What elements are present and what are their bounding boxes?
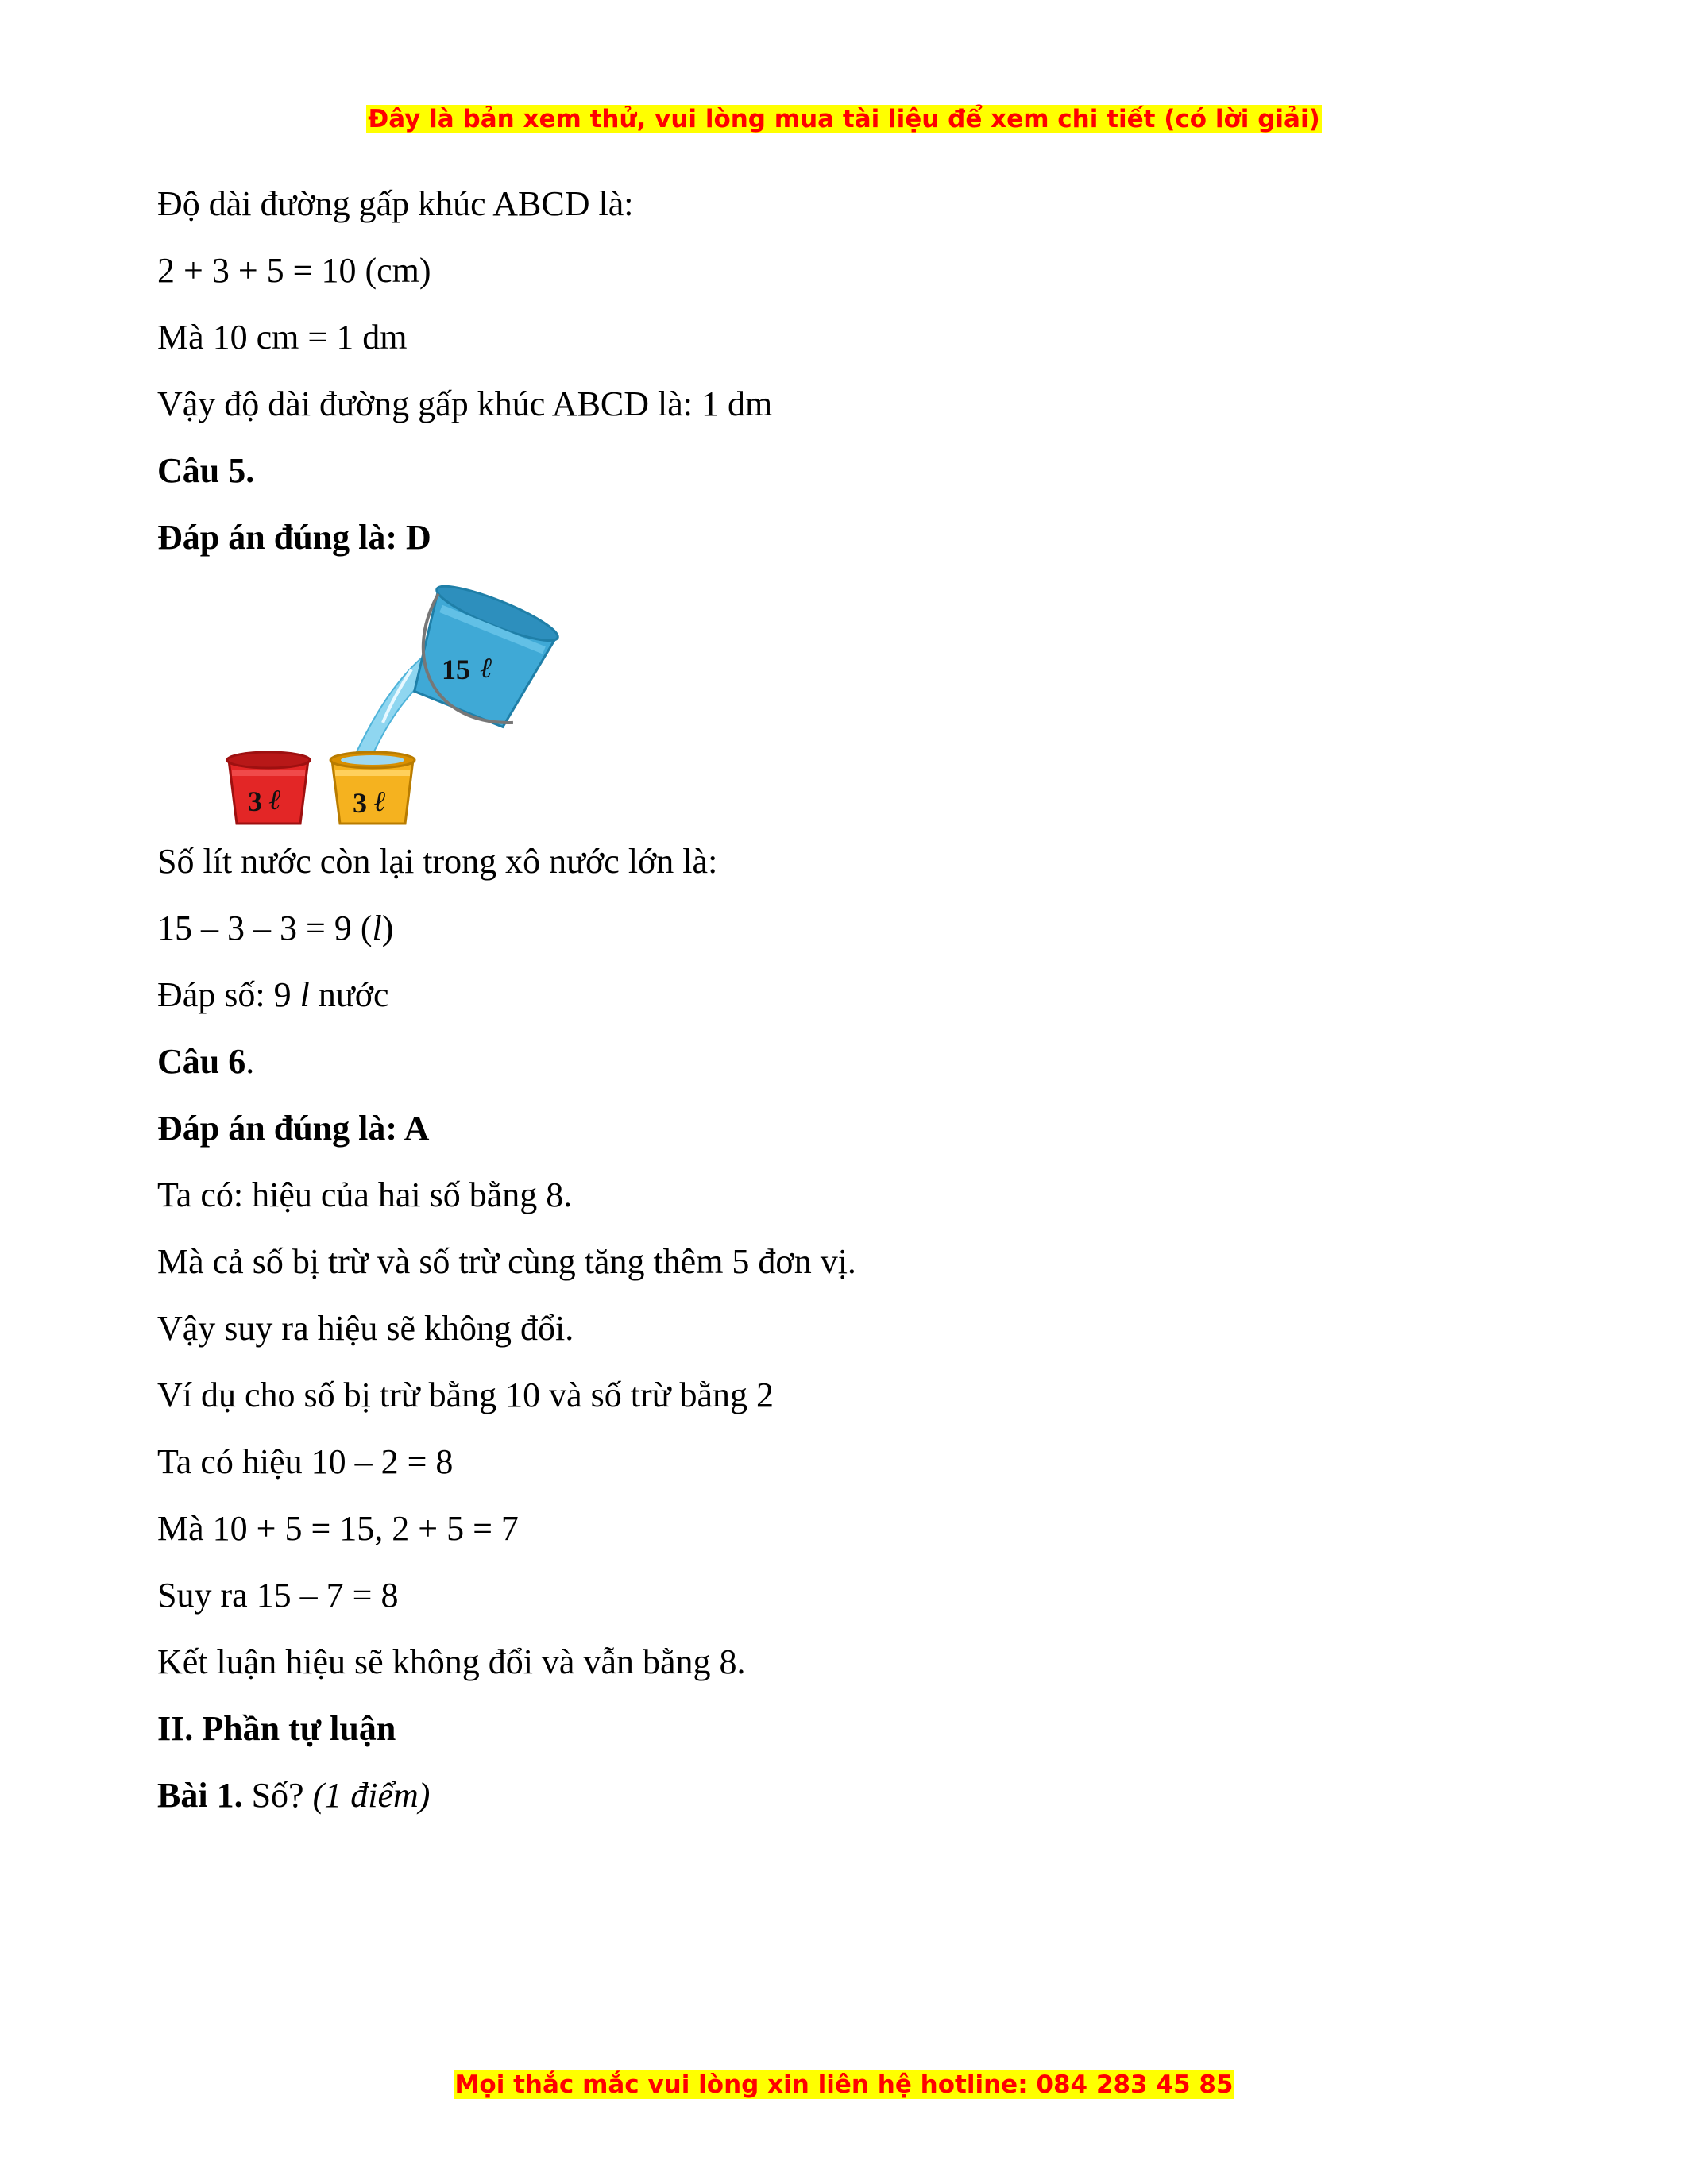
yellow-bucket-label: 3 [353, 787, 367, 819]
text-line: Số lít nước còn lại trong xô nước lớn là: [157, 842, 718, 881]
text-line: Ta có: hiệu của hai số bằng 8. [157, 1175, 573, 1214]
yellow-bucket-unit: ℓ [373, 785, 385, 817]
bucket-illustration [157, 571, 1539, 828]
calc-text: 15 – 3 – 3 = 9 ( [157, 909, 373, 947]
exercise-1-title: Bài 1. [157, 1776, 243, 1815]
text-line: Mà 10 + 5 = 15, 2 + 5 = 7 [157, 1509, 519, 1548]
text-line: Vậy suy ra hiệu sẽ không đổi. [157, 1309, 574, 1348]
question-5-title: Câu 5. [157, 451, 255, 490]
answer-line [157, 962, 1539, 1028]
question-6-dot: . [245, 1042, 255, 1081]
question-6-answer: Đáp án đúng là: A [157, 1109, 430, 1148]
exercise-1-line [157, 1762, 1539, 1829]
document-body [157, 171, 1539, 1829]
hotline-banner [0, 2067, 1688, 2102]
big-bucket-unit: ℓ [480, 652, 492, 684]
unit-liter: l [299, 975, 310, 1014]
question-6-title-line [157, 1028, 1539, 1095]
exercise-1-text: Số? [242, 1776, 313, 1815]
calc-close: ) [381, 909, 394, 947]
text-line: Độ dài đường gấp khúc ABCD là: [157, 184, 634, 223]
text-line: Ví dụ cho số bị trừ bằng 10 và số trừ bằng 2 [157, 1376, 774, 1414]
answer-suffix: nước [309, 975, 389, 1014]
yellow-bucket [330, 752, 415, 824]
preview-notice-text: Đây là bản xem thử, vui lòng mua tài liệu để xem chi tiết (có lời giải) [368, 105, 1320, 133]
big-bucket-label: 15 [442, 654, 470, 685]
red-bucket-label: 3 [248, 785, 262, 817]
red-bucket-unit: ℓ [268, 784, 280, 816]
question-5-answer: Đáp án đúng là: D [157, 518, 431, 557]
question-6-title: Câu 6 [157, 1042, 246, 1081]
text-line: Mà 10 cm = 1 dm [157, 318, 408, 357]
unit-liter: l [372, 909, 382, 947]
bucket-pouring-image [213, 576, 578, 830]
text-line: Ta có hiệu 10 – 2 = 8 [157, 1442, 454, 1481]
text-line: Vậy độ dài đường gấp khúc ABCD là: 1 dm [157, 384, 773, 423]
answer-text: Đáp số: 9 [157, 975, 300, 1014]
text-line: Suy ra 15 – 7 = 8 [157, 1576, 399, 1615]
calc-line [157, 895, 1539, 962]
text-line: 2 + 3 + 5 = 10 (cm) [157, 251, 431, 290]
preview-notice-banner [0, 102, 1688, 137]
exercise-1-points: (1 điểm) [312, 1776, 431, 1815]
hotline-text: Mọi thắc mắc vui lòng xin liên hệ hotline: 084 283 45 85 [454, 2070, 1234, 2099]
part-2-heading: II. Phần tự luận [157, 1709, 396, 1748]
text-line: Mà cả số bị trừ và số trừ cùng tăng thêm 5 đơn vị. [157, 1242, 856, 1281]
text-line: Kết luận hiệu sẽ không đổi và vẫn bằng 8. [157, 1642, 746, 1681]
